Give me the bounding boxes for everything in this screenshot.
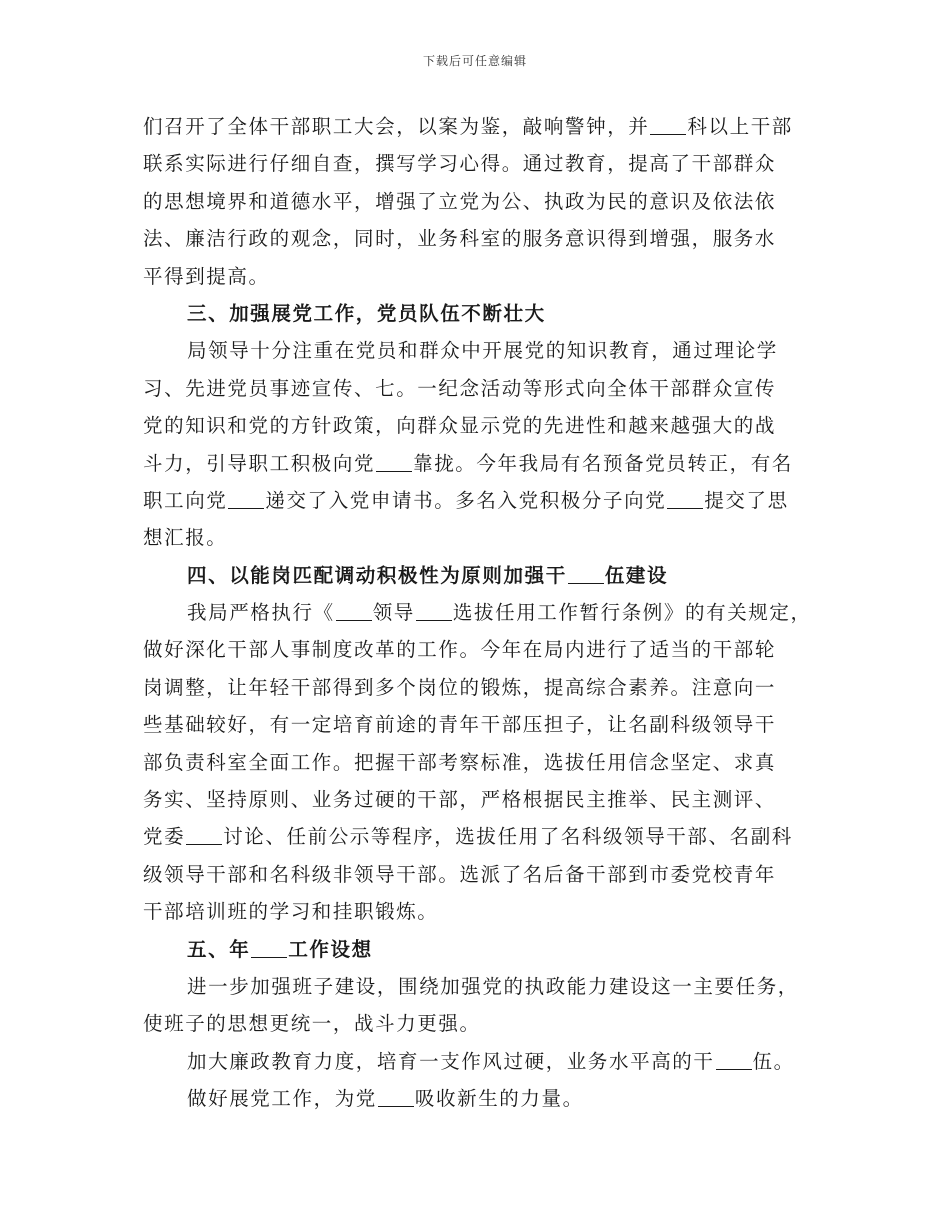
fill-in-blank bbox=[228, 486, 264, 509]
paragraph-line: 使班子的思想更统一，战斗力更强。 bbox=[143, 1012, 481, 1036]
paragraph-line: 做好展党工作，为党 吸收新生的力量。 bbox=[143, 1080, 811, 1117]
fill-in-blank bbox=[186, 822, 222, 845]
paragraph-line: 干部培训班的学习和挂职锻炼。 bbox=[143, 900, 439, 924]
section-heading: 三、加强展党工作，党员队伍不断壮大 bbox=[187, 301, 546, 325]
paragraph-line: 做好深化干部人事制度改革的工作。今年在局内进行了适当的干部轮 bbox=[143, 638, 777, 662]
fill-in-blank bbox=[416, 598, 452, 621]
paragraph-line: 岗调整，让年轻干部得到多个岗位的锻炼，提高综合素养。注意向一 bbox=[143, 675, 777, 699]
paragraph-line: 务实、坚持原则、业务过硬的干部，严格根据民主推举、民主测评、 bbox=[143, 788, 777, 812]
paragraph-line: 习、先进党员事迹宣传、七。一纪念活动等形式向全体干部群众宣传 bbox=[143, 376, 777, 400]
paragraph-line: 平得到提高。 bbox=[143, 264, 270, 288]
paragraph-line: 部负责科室全面工作。把握干部考察标准，选拔任用信念坚定、求真 bbox=[143, 750, 777, 774]
paragraph-line: 加大廉政教育力度，培育一支作风过硬，业务水平高的干 伍。 bbox=[143, 1043, 811, 1080]
section-heading: 四、以能岗匹配调动积极性为原则加强干 伍建设 bbox=[143, 557, 811, 594]
paragraph-line: 我局严格执行《 领导 选拔任用工作暂行条例》的有关规定， bbox=[143, 594, 811, 631]
paragraph-line: 级领导干部和名科级非领导干部。选派了名后备干部到市委党校青年 bbox=[143, 862, 777, 886]
paragraph-line: 联系实际进行仔细自查，撰写学习心得。通过教育，提高了干部群众 bbox=[143, 152, 777, 176]
fill-in-blank bbox=[378, 1084, 414, 1107]
paragraph-line: 进一步加强班子建设，围绕加强党的执政能力建设这一主要任务， bbox=[187, 974, 799, 998]
fill-in-blank bbox=[716, 1047, 752, 1070]
fill-in-blank bbox=[251, 935, 287, 958]
fill-in-blank bbox=[568, 561, 604, 584]
fill-in-blank bbox=[376, 449, 412, 472]
document-body bbox=[143, 108, 811, 1118]
fill-in-blank bbox=[336, 598, 372, 621]
paragraph-line: 斗力，引导职工积极向党 靠拢。今年我局有名预备党员转正，有名 bbox=[143, 445, 811, 482]
paragraph-line: 局领导十分注重在党员和群众中开展党的知识教育，通过理论学 bbox=[187, 339, 778, 363]
paragraph-line: 们召开了全体干部职工大会，以案为鉴，敲响警钟，并 科以上干部 bbox=[143, 108, 811, 145]
page-header: 下载后可任意编辑 bbox=[422, 54, 527, 68]
paragraph-line: 的思想境界和道德水平，增强了立党为公、执政为民的意识及依法依 bbox=[143, 189, 777, 213]
paragraph-line: 法、廉洁行政的观念，同时，业务科室的服务意识得到增强，服务水 bbox=[143, 227, 777, 251]
section-heading: 五、年 工作设想 bbox=[143, 931, 811, 968]
fill-in-blank bbox=[667, 486, 703, 509]
paragraph-line: 职工向党 递交了入党申请书。多名入党积极分子向党 提交了思 bbox=[143, 482, 811, 519]
paragraph-line: 些基础较好，有一定培育前途的青年干部压担子，让名副科级领导干 bbox=[143, 713, 777, 737]
paragraph-line: 党的知识和党的方针政策，向群众显示党的先进性和越来越强大的战 bbox=[143, 414, 777, 438]
fill-in-blank bbox=[650, 112, 686, 135]
paragraph-line: 想汇报。 bbox=[143, 526, 228, 550]
paragraph-line: 党委 讨论、任前公示等程序，选拔任用了名科级领导干部、名副科 bbox=[143, 818, 811, 855]
